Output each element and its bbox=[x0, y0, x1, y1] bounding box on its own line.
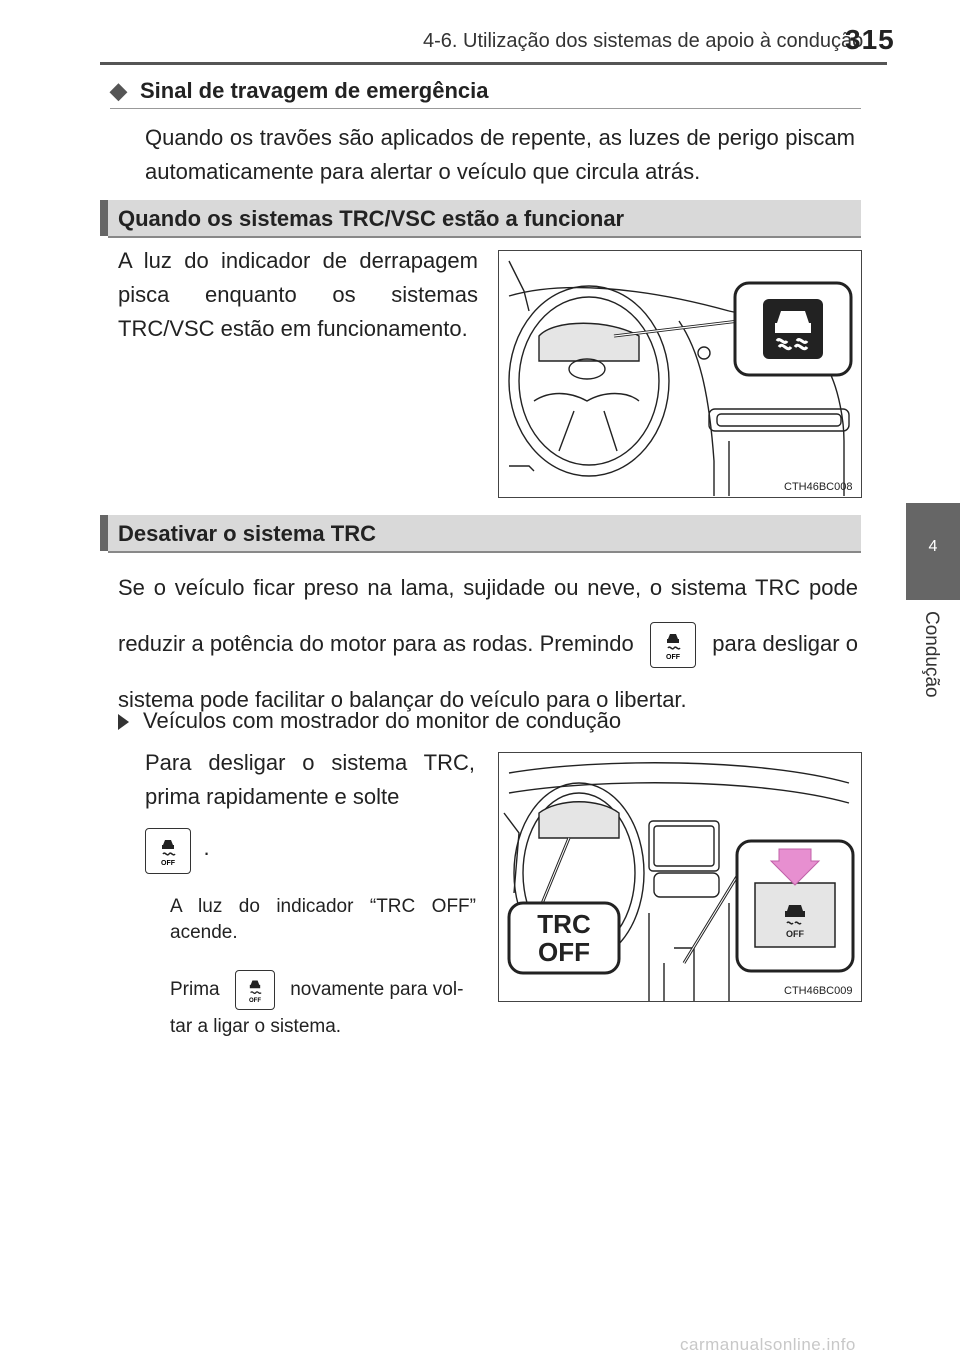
watermark: carmanualsonline.info bbox=[680, 1335, 856, 1354]
note-press-again bbox=[170, 970, 490, 1010]
bullet-text: Veículos com mostrador do monitor de condução bbox=[143, 708, 622, 733]
emergency-signal-heading: Sinal de travagem de emergência bbox=[140, 78, 489, 103]
disable-trc-body-part1: Se o veículo ficar preso na lama, sujidade ou neve, o sistema TRC pode reduzir a potência do motor para as rodas. Premindo bbox=[118, 575, 858, 656]
dashboard-illustration-1 bbox=[499, 251, 861, 497]
note2-part3: tar a ligar o sistema. bbox=[170, 1016, 342, 1037]
header-rule bbox=[100, 62, 887, 65]
instruction-button-row bbox=[145, 828, 210, 874]
button-off-label: OFF bbox=[786, 929, 804, 939]
dashboard-figure-2 bbox=[498, 752, 862, 1002]
disable-trc-body-part2: para desligar o sistema pode facilitar o balançar do veículo para o libertar. bbox=[118, 631, 858, 712]
bullet-row bbox=[118, 708, 621, 734]
emergency-signal-body: Quando os travões são aplicados de repente, as luzes de perigo piscam automaticamente para alertar o veículo que circula atrás. bbox=[145, 125, 855, 184]
trc-vsc-body: A luz do indicador de derrapagem pisca enquanto os sistemas TRC/VSC estão em funcionamento. bbox=[118, 248, 478, 341]
svg-text:OFF: OFF bbox=[248, 998, 261, 1005]
callout-trc: TRC bbox=[537, 909, 591, 939]
trc-off-button-icon-2 bbox=[145, 828, 191, 874]
note2-part2: novamente para vol- bbox=[290, 979, 464, 1001]
trc-vsc-section-bar bbox=[100, 200, 861, 236]
trc-off-button-icon bbox=[650, 622, 696, 668]
running-header-title: 4-6. Utilização dos sistemas de apoio à condução bbox=[423, 30, 864, 52]
trc-off-button-icon-3 bbox=[235, 970, 275, 1010]
trc-vsc-heading: Quando os sistemas TRC/VSC estão a funcionar bbox=[118, 206, 625, 231]
emergency-signal-heading-row bbox=[110, 78, 489, 104]
disable-trc-heading: Desativar o sistema TRC bbox=[118, 521, 376, 546]
figure-code-2: CTH46BC009 bbox=[784, 985, 853, 997]
chapter-label-area bbox=[906, 603, 960, 703]
chapter-number: 4 bbox=[928, 538, 938, 555]
dashboard-illustration-2 bbox=[499, 753, 861, 1001]
note2-part1: Prima bbox=[170, 979, 220, 1001]
instruction-text: Para desligar o sistema TRC, prima rapidamente e solte bbox=[145, 750, 475, 809]
note-trc-off-light: A luz do indicador “TRC OFF” acende. bbox=[170, 896, 476, 943]
figure-code-1: CTH46BC008 bbox=[784, 481, 853, 493]
heading-underline bbox=[110, 108, 861, 109]
callout-off: OFF bbox=[538, 937, 590, 967]
chapter-label: Condução bbox=[921, 611, 942, 698]
disable-trc-body bbox=[118, 560, 858, 728]
svg-text:OFF: OFF bbox=[161, 860, 175, 867]
disable-trc-section-bar bbox=[100, 515, 861, 551]
triangle-bullet-icon bbox=[118, 714, 129, 730]
dashboard-figure-1 bbox=[498, 250, 862, 498]
instruction-end: . bbox=[203, 835, 210, 861]
diamond-icon: ◆ bbox=[110, 78, 127, 103]
svg-text:OFF: OFF bbox=[665, 654, 680, 662]
page-number: 315 bbox=[845, 24, 895, 55]
